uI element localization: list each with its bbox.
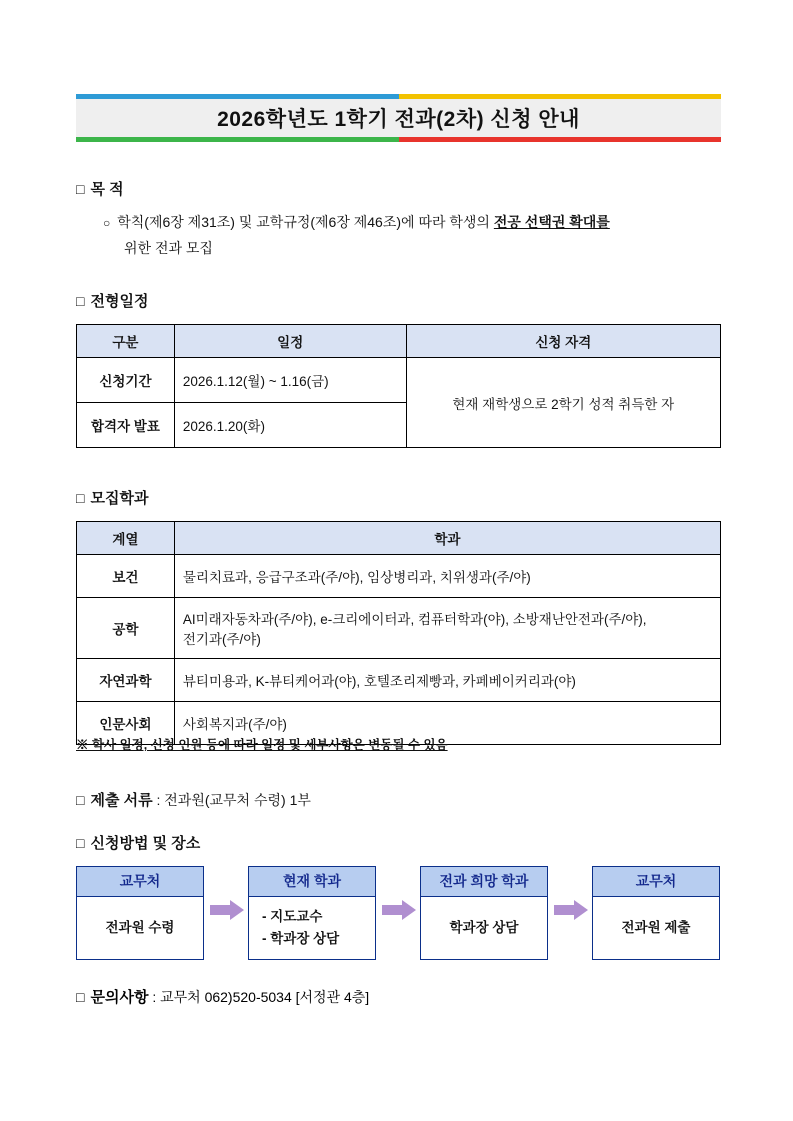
flow-step-4 xyxy=(592,866,720,960)
departments-table xyxy=(76,521,721,745)
schedule-header-qualification: 신청 자격 xyxy=(406,325,720,358)
section-heading-contact xyxy=(76,986,369,1007)
schedule-label-application-period: 신청기간 xyxy=(77,358,175,403)
dept-header-departments: 학과 xyxy=(174,522,720,555)
section-marker-departments: □ xyxy=(76,490,85,506)
section-marker-purpose: □ xyxy=(76,181,85,197)
dept-header-field: 계열 xyxy=(77,522,175,555)
section-heading-departments xyxy=(76,487,148,508)
dept-list-health: 물리치료과, 응급구조과(주/야), 임상병리과, 치위생과(주/야) xyxy=(174,555,720,598)
flow-step-3-header: 전과 희망 학과 xyxy=(421,867,547,897)
title-bottom-color-bar xyxy=(76,137,721,142)
section-heading-schedule xyxy=(76,290,148,311)
dept-list-engineering xyxy=(174,598,720,659)
flow-step-1-header: 교무처 xyxy=(77,867,203,897)
schedule-table xyxy=(76,324,721,448)
flow-step-2 xyxy=(248,866,376,960)
documents-value: : 전과원(교무처 수령) 1부 xyxy=(152,792,311,808)
color-segment-green xyxy=(76,137,399,142)
dept-list-natural-science: 뷰티미용과, K-뷰티케어과(야), 호텔조리제빵과, 카페베이커리과(야) xyxy=(174,659,720,702)
flow-step-1 xyxy=(76,866,204,960)
schedule-date-result-announcement: 2026.1.20(화) xyxy=(174,403,406,448)
table-header-row xyxy=(77,522,721,555)
color-segment-blue xyxy=(76,94,399,99)
dept-list-engineering-line2: 전기과(주/야) xyxy=(182,632,261,647)
section-title-departments: 모집학과 xyxy=(90,490,149,507)
flow-step-4-body xyxy=(593,897,719,959)
application-flow-diagram xyxy=(76,866,721,964)
schedule-date-application-period: 2026.1.12(월) ~ 1.16(금) xyxy=(174,358,406,403)
dept-list-humanities: 사회복지과(주/야) xyxy=(174,702,720,745)
flow-arrow-2-icon xyxy=(382,900,416,920)
color-segment-red xyxy=(399,137,722,142)
color-segment-yellow xyxy=(399,94,722,99)
table-row xyxy=(77,598,721,659)
flow-step-2-header: 현재 학과 xyxy=(249,867,375,897)
dept-field-natural-science: 자연과학 xyxy=(77,659,175,702)
section-title-documents: 제출 서류 xyxy=(90,792,153,809)
flow-step-3-body xyxy=(421,897,547,959)
table-row xyxy=(77,659,721,702)
dept-field-engineering: 공학 xyxy=(77,598,175,659)
dept-field-health: 보건 xyxy=(77,555,175,598)
section-heading-documents xyxy=(76,789,311,810)
schedule-qualification-text: 현재 재학생으로 2학기 성적 취득한 자 xyxy=(406,358,720,448)
flow-step-4-header: 교무처 xyxy=(593,867,719,897)
section-marker-contact: □ xyxy=(76,989,85,1005)
title-band xyxy=(76,99,721,137)
purpose-bullet-line-2: 위한 전과 모집 xyxy=(124,240,213,256)
flow-arrow-3-icon xyxy=(554,900,588,920)
page-title: 2026학년도 1학기 전과(2차) 신청 안내 xyxy=(217,108,580,131)
table-row xyxy=(77,555,721,598)
purpose-bullet-line-1 xyxy=(103,212,610,234)
flow-step-3 xyxy=(420,866,548,960)
dept-list-engineering-line1: AI미래자동차과(주/야), e-크리에이터과, 컴퓨터학과(야), 소방재난안전과(주/야), xyxy=(182,612,647,627)
section-title-purpose: 목 적 xyxy=(90,181,124,198)
title-top-color-bar xyxy=(76,94,721,99)
departments-note: ※ 학사 일정, 신청 인원 등에 따라 일정 및 세부사항은 변동될 수 있음 xyxy=(76,738,448,752)
section-heading-method xyxy=(76,832,200,853)
table-row xyxy=(77,358,721,403)
purpose-text-emphasis: 전공 선택권 확대를 xyxy=(493,214,610,230)
section-title-contact: 문의사항 xyxy=(90,989,149,1006)
contact-value: : 교무처 062)520-5034 [서정관 4층] xyxy=(148,989,370,1005)
section-marker-documents: □ xyxy=(76,792,85,808)
flow-step-1-line-1: 전과원 수령 xyxy=(105,920,175,936)
schedule-header-division: 구분 xyxy=(77,325,175,358)
flow-step-2-body xyxy=(249,897,375,959)
section-marker-method: □ xyxy=(76,835,85,851)
flow-arrow-1-icon xyxy=(210,900,244,920)
section-marker-schedule: □ xyxy=(76,293,85,309)
dept-field-humanities: 인문사회 xyxy=(77,702,175,745)
flow-step-3-line-1: 학과장 상담 xyxy=(449,920,519,936)
title-banner xyxy=(76,94,721,142)
purpose-text-pre: 학칙(제6장 제31조) 및 교학규정(제6장 제46조)에 따라 학생의 xyxy=(117,214,494,230)
table-header-row xyxy=(77,325,721,358)
section-title-schedule: 전형일정 xyxy=(90,293,149,310)
flow-step-4-line-1: 전과원 제출 xyxy=(621,920,691,936)
schedule-header-date: 일정 xyxy=(174,325,406,358)
flow-step-2-line-2: - 학과장 상담 xyxy=(262,931,340,946)
section-heading-purpose xyxy=(76,178,124,199)
flow-step-2-line-1: - 지도교수 xyxy=(262,909,323,925)
section-title-method: 신청방법 및 장소 xyxy=(90,835,201,852)
schedule-label-result-announcement: 합격자 발표 xyxy=(77,403,175,448)
bullet-marker-circle: ○ xyxy=(103,216,111,230)
flow-step-1-body xyxy=(77,897,203,959)
